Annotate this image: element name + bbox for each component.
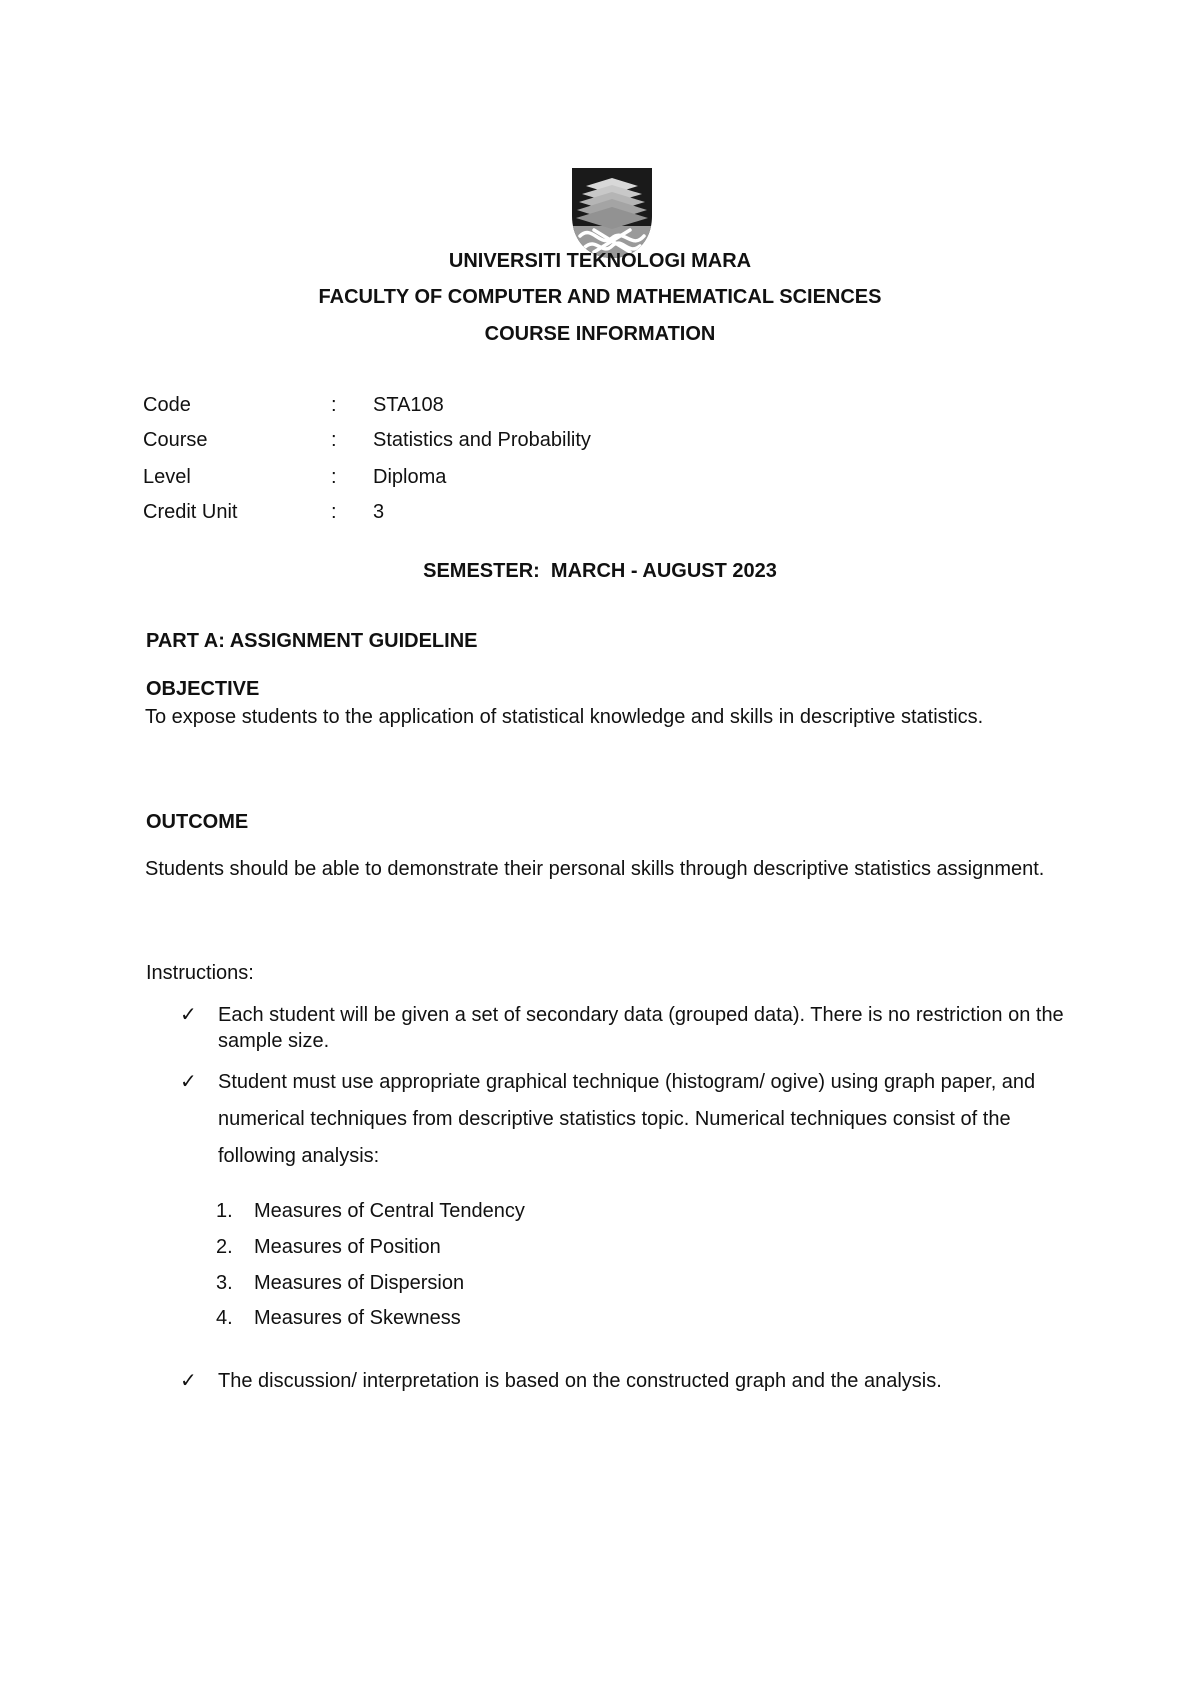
instructions-heading: Instructions:: [146, 962, 254, 984]
info-label: Course: [143, 429, 208, 451]
university-logo-icon: [570, 166, 654, 260]
checkmark-icon: ✓: [180, 1004, 197, 1026]
document-title: COURSE INFORMATION: [484, 323, 716, 345]
objective-heading: OBJECTIVE: [146, 678, 260, 700]
info-value: Statistics and Probability: [373, 429, 591, 451]
list-text: Measures of Dispersion: [254, 1272, 465, 1294]
info-separator: :: [331, 394, 337, 416]
info-value: STA108: [373, 394, 444, 416]
info-label: Credit Unit: [143, 501, 238, 523]
bullet-text: The discussion/ interpretation is based on the constructed graph and the analysis.: [218, 1370, 942, 1392]
objective-text: To expose students to the application of statistical knowledge and skills in descriptive statistics.: [145, 706, 984, 728]
list-text: Measures of Central Tendency: [254, 1200, 525, 1222]
university-name: UNIVERSITI TEKNOLOGI MARA: [448, 250, 752, 272]
list-text: Measures of Skewness: [254, 1307, 461, 1329]
info-label: Level: [143, 466, 191, 488]
semester-heading: SEMESTER: MARCH - AUGUST 2023: [423, 560, 777, 582]
checkmark-icon: ✓: [180, 1071, 197, 1093]
info-value: 3: [373, 501, 385, 523]
list-text: Measures of Position: [254, 1236, 441, 1258]
faculty-name: FACULTY OF COMPUTER AND MATHEMATICAL SCIENCES: [318, 286, 882, 308]
info-separator: :: [331, 429, 337, 451]
list-number: 3.: [216, 1272, 233, 1294]
list-number: 4.: [216, 1307, 233, 1329]
part-a-title: PART A: ASSIGNMENT GUIDELINE: [146, 630, 478, 652]
info-separator: :: [331, 466, 337, 488]
list-number: 1.: [216, 1200, 233, 1222]
outcome-heading: OUTCOME: [146, 811, 249, 833]
bullet-text: Each student will be given a set of secondary data (grouped data). There is no restriction on the sample size.: [218, 1004, 1064, 1052]
info-label: Code: [143, 394, 191, 416]
checkmark-icon: ✓: [180, 1370, 197, 1392]
info-separator: :: [331, 501, 337, 523]
list-number: 2.: [216, 1236, 233, 1258]
outcome-text: Students should be able to demonstrate their personal skills through descriptive statistics assignment.: [145, 858, 1045, 880]
bullet-text: Student must use appropriate graphical technique (histogram/ ogive) using graph paper, and numerical techniques from descriptive statistics topic. Numerical techniques consist of the following analysis:: [218, 1071, 1036, 1167]
info-value: Diploma: [373, 466, 447, 488]
